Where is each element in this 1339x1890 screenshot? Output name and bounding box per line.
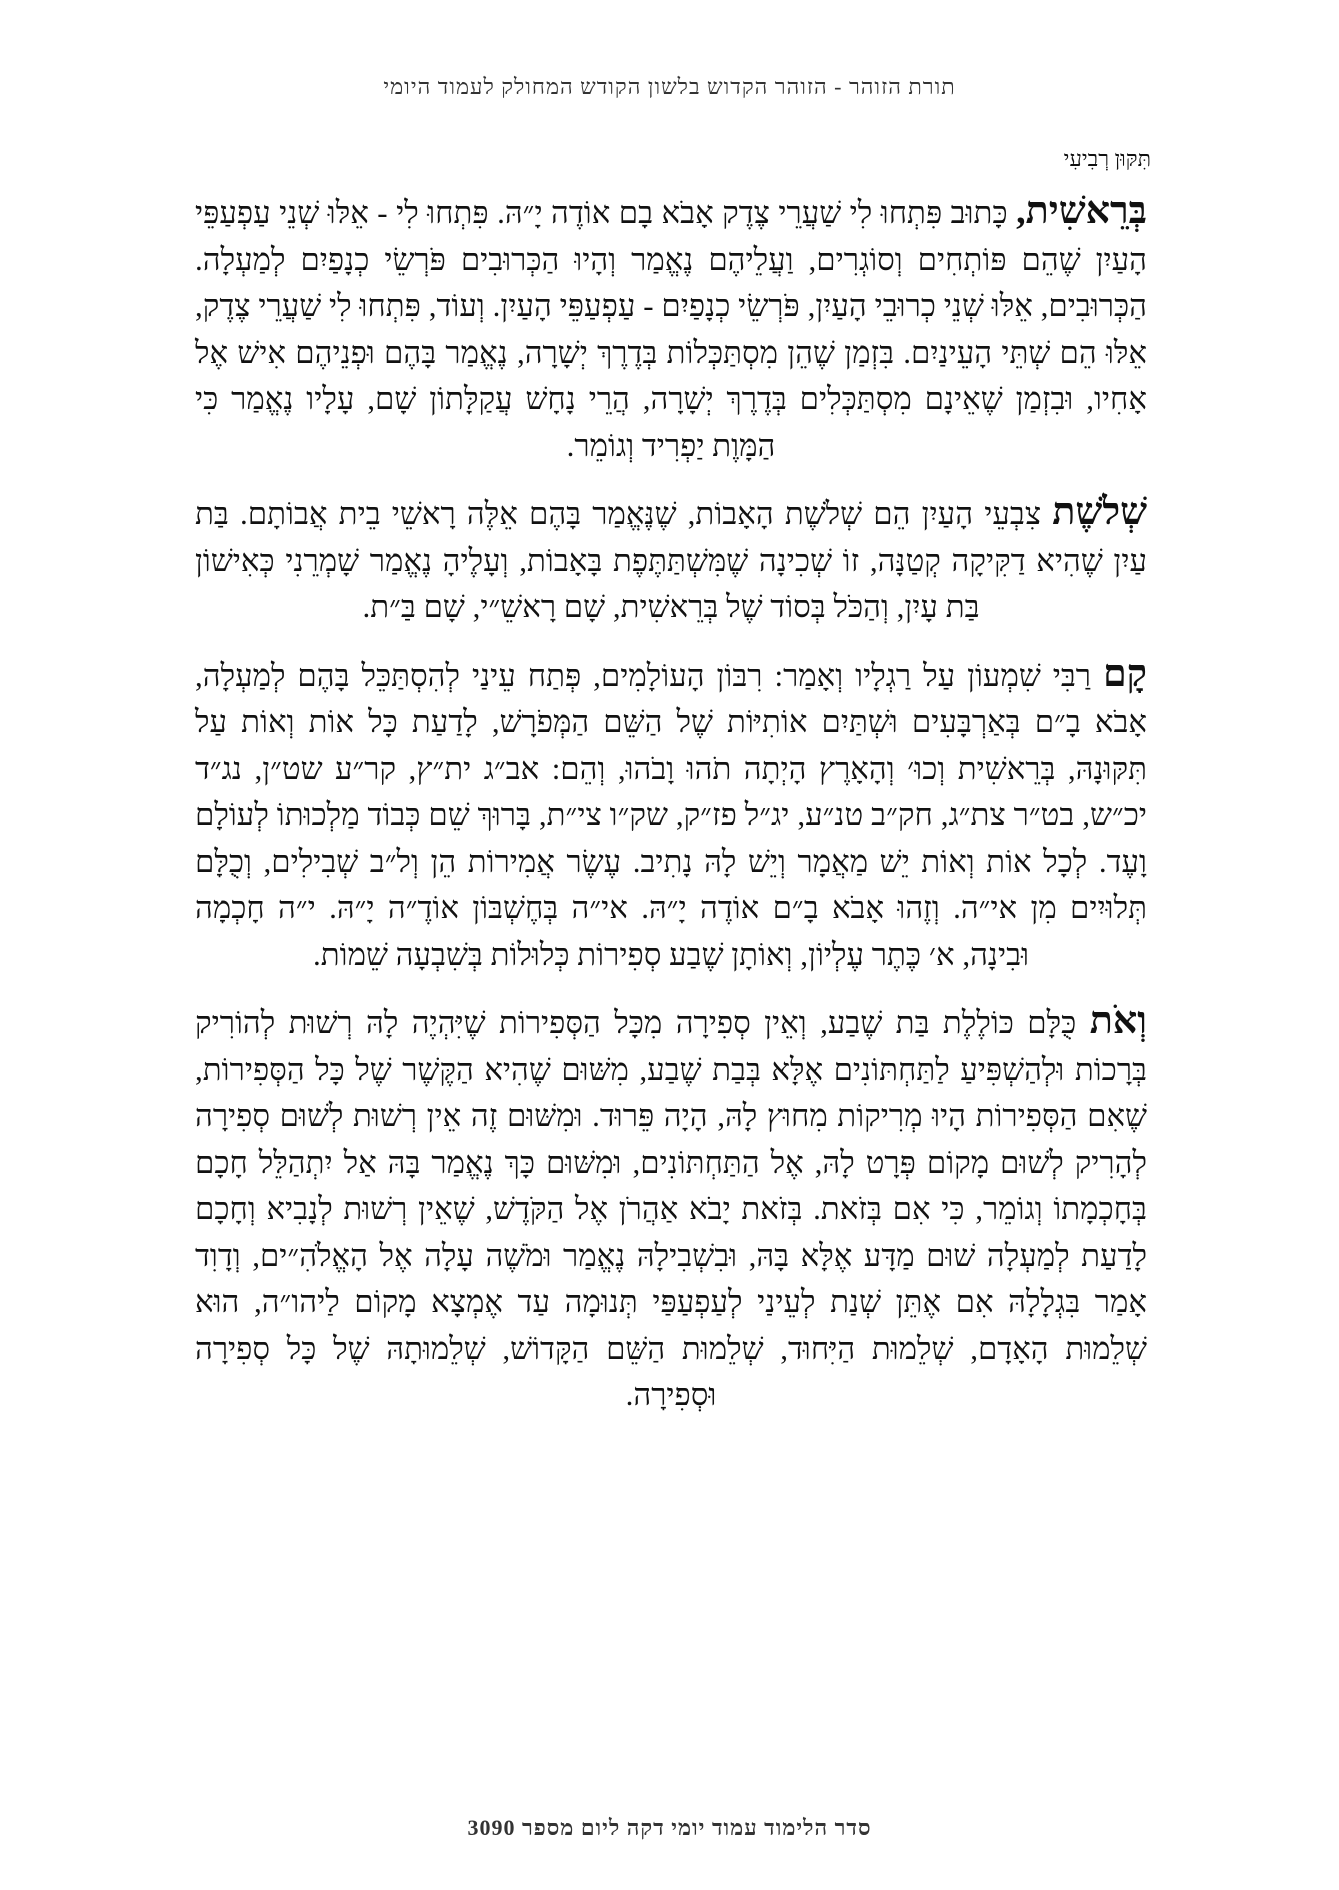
running-header: תורת הזוהר - הזוהר הקדוש בלשון הקודש המחולק לעמוד היומי bbox=[383, 74, 956, 99]
paragraph-veot bbox=[195, 998, 1147, 1419]
paragraph-text: צִבְעֵי הָעַיִן הֵם שְׁלֹשֶׁת הָאָבוֹת, שֶׁנֶּאֱמַר בָּהֶם אֵלֶּה רָאשֵׁי בֵית אֲבוֹתָם. בַּת עַיִן שֶׁהִיא דַקִּיקָה קְטַנָּה, זוֹ שְׁכִינָה שֶׁמִּשְׁתַּתֶּפֶת בָּאָבוֹת, וְעָלֶיהָ נֶאֱמַר שָׁמְרֵנִי כְּאִישׁוֹן בַּת עָיִן, וְהַכֹּל בְּסוֹד שֶׁל בְּרֵאשִׁית, שָׁם רָאשֵׁ״י, שָׁם בַּ״ת. bbox=[195, 496, 1147, 624]
main-text bbox=[195, 188, 1147, 1439]
opening-word: קָם bbox=[1102, 652, 1147, 695]
opening-word: וְאֹת bbox=[1089, 1000, 1147, 1042]
opening-word: בְּרֵאשִׁית, bbox=[1016, 190, 1147, 232]
paragraph-shloshet bbox=[195, 489, 1147, 631]
paragraph-kam bbox=[195, 651, 1147, 979]
opening-word: שְׁלֹשֶׁת bbox=[1052, 491, 1147, 533]
page-footer: סדר הלימוד עמוד יומי דקה ליום מספר 3090 bbox=[467, 1815, 872, 1840]
paragraph-text: כֻּלָּם כּוֹלֶלֶת בַּת שֶׁבַע, וְאֵין סְפִירָה מִכָּל הַסְּפִירוֹת שֶׁיִּהְיֶה לָהּ רְשׁוּת לְהוֹרִיק בְּרָכוֹת וּלְהַשְׁפִּיעַ לַתַּחְתּוֹנִים אֶלָּא בְּבַת שֶׁבַע, מִשּׁוּם שֶׁהִיא הַקֶּשֶׁר שֶׁל כָּל הַסְּפִירוֹת, שֶׁאִם הַסְּפִירוֹת הָיוּ מְרִיקוֹת מִחוּץ לָהּ, הָיָה פֵּרוּד. וּמִשּׁוּם זֶה אֵין רְשׁוּת לְשׁוּם סְפִירָה לְהָרִיק לְשׁוּם מָקוֹם פְּרָט לָהּ, אֶל הַתַּחְתּוֹנִים, וּמִשּׁוּם כָּךְ נֶאֱמַר בָּהּ אַל יִתְהַלֵּל חָכָם בְּחָכְמָתוֹ וְגוֹמֵר, כִּי אִם בְּזֹאת. בְּזֹאת יָבֹא אַהֲרֹן אֶל הַקֹּדֶשׁ, שֶׁאֵין רְשׁוּת לְנָבִיא וְחָכָם לָדַעַת לְמַעְלָה שׁוּם מַדָּע אֶלָּא בָּהּ, וּבִשְׁבִילָהּ נֶאֱמַר וּמֹשֶׁה עָלָה אֶל הָאֱלֹהִ״ים, וְדָוִד אָמַר בִּגְלָלָהּ אִם אֶתֵּן שְׁנַת לְעֵינַי לְעַפְעַפַּי תְּנוּמָה עַד אֶמְצָא מָקוֹם לַיהו״ה, הוּא שְׁלֵמוּת הָאָדָם, שְׁלֵמוּת הַיִּחוּד, שְׁלֵמוּת הַשֵּׁם הַקָּדוֹשׁ, שְׁלֵמוּתָהּ שֶׁל כָּל סְפִירָה וּסְפִירָה. bbox=[195, 1005, 1147, 1412]
paragraph-text: כָּתוּב פִּתְחוּ לִי שַׁעֲרֵי צֶדֶק אָבֹא בָם אוֹדֶה יָ״הּ. פִּתְחוּ לִי - אֵלּוּ שְׁנֵי עַפְעַפֵּי הָעַיִן שֶׁהֵם פּוֹתְחִים וְסוֹגְרִים, וַעֲלֵיהֶם נֶאֱמַר וְהָיוּ הַכְּרוּבִים פֹּרְשֵׂי כְנָפַיִם לְמַעְלָה. הַכְּרוּבִים, אֵלּוּ שְׁנֵי כְרוּבֵי הָעַיִן, פֹּרְשֵׂי כְנָפַיִם - עַפְעַפֵּי הָעַיִן. וְעוֹד, פִּתְחוּ לִי שַׁעֲרֵי צֶדֶק, אֵלּוּ הֵם שְׁתֵּי הָעֵינַיִם. בִּזְמַן שֶׁהֵן מִסְתַּכְּלוֹת בְּדֶרֶךְ יְשָׁרָה, נֶאֱמַר בָּהֶם וּפְנֵיהֶם אִישׁ אֶל אָחִיו, וּבִזְמַן שֶׁאֵינָם מִסְתַּכְּלִים בְּדֶרֶךְ יְשָׁרָה, הֲרֵי נָחָשׁ עֲקַלָּתוֹן שָׁם, עָלָיו נֶאֱמַר כִּי הַמָּוֶת יַפְרִיד וְגוֹמֵר. bbox=[195, 195, 1147, 463]
paragraph-bereshit bbox=[195, 188, 1147, 469]
section-title: תִּקּוּן רְבִיעִי bbox=[1063, 146, 1151, 171]
paragraph-text: רַבִּי שִׁמְעוֹן עַל רַגְלָיו וְאָמַר: רִבּוֹן הָעוֹלָמִים, פְּתַח עֵינַי לְהִסְתַּכֵּל בָּהֶם לְמַעְלָה, אָבֹא בָ״ם בְּאַרְבָּעִים וּשְׁתַּיִם אוֹתִיּוֹת שֶׁל הַשֵּׁם הַמְּפֹרָשׁ, לָדַעַת כָּל אוֹת וְאוֹת עַל תִּקּוּנָהּ, בְּרֵאשִׁית וְכוּ׳ וְהָאָרֶץ הָיְתָה תֹהוּ וָבֹהוּ, וְהֵם: אב״ג ית״ץ, קר״ע שט״ן, נג״ד יכ״ש, בט״ר צת״ג, חק״ב טנ״ע, יג״ל פז״ק, שק״ו צי״ת, בָּרוּךְ שֵׁם כְּבוֹד מַלְכוּתוֹ לְעוֹלָם וָעֶד. לְכָל אוֹת וְאוֹת יֵשׁ מַאֲמָר וְיֵשׁ לָהּ נָתִיב. עֶשֶׂר אֲמִירוֹת הֵן וְל״ב שְׁבִילִים, וְכֻלָּם תְּלוּיִים מִן אי״ה. וְזֶהוּ אָבֹא בָ״ם אוֹדֶה יָ״הּ. אי״ה בְּחֶשְׁבּוֹן אוֹדֶ״ה יָ״הּ. י״ה חָכְמָה וּבִינָה, א׳ כֶּתֶר עֶלְיוֹן, וְאוֹתָן שֶׁבַע סְפִירוֹת כְּלוּלוֹת בְּשִׁבְעָה שֵׁמוֹת. bbox=[195, 657, 1147, 972]
